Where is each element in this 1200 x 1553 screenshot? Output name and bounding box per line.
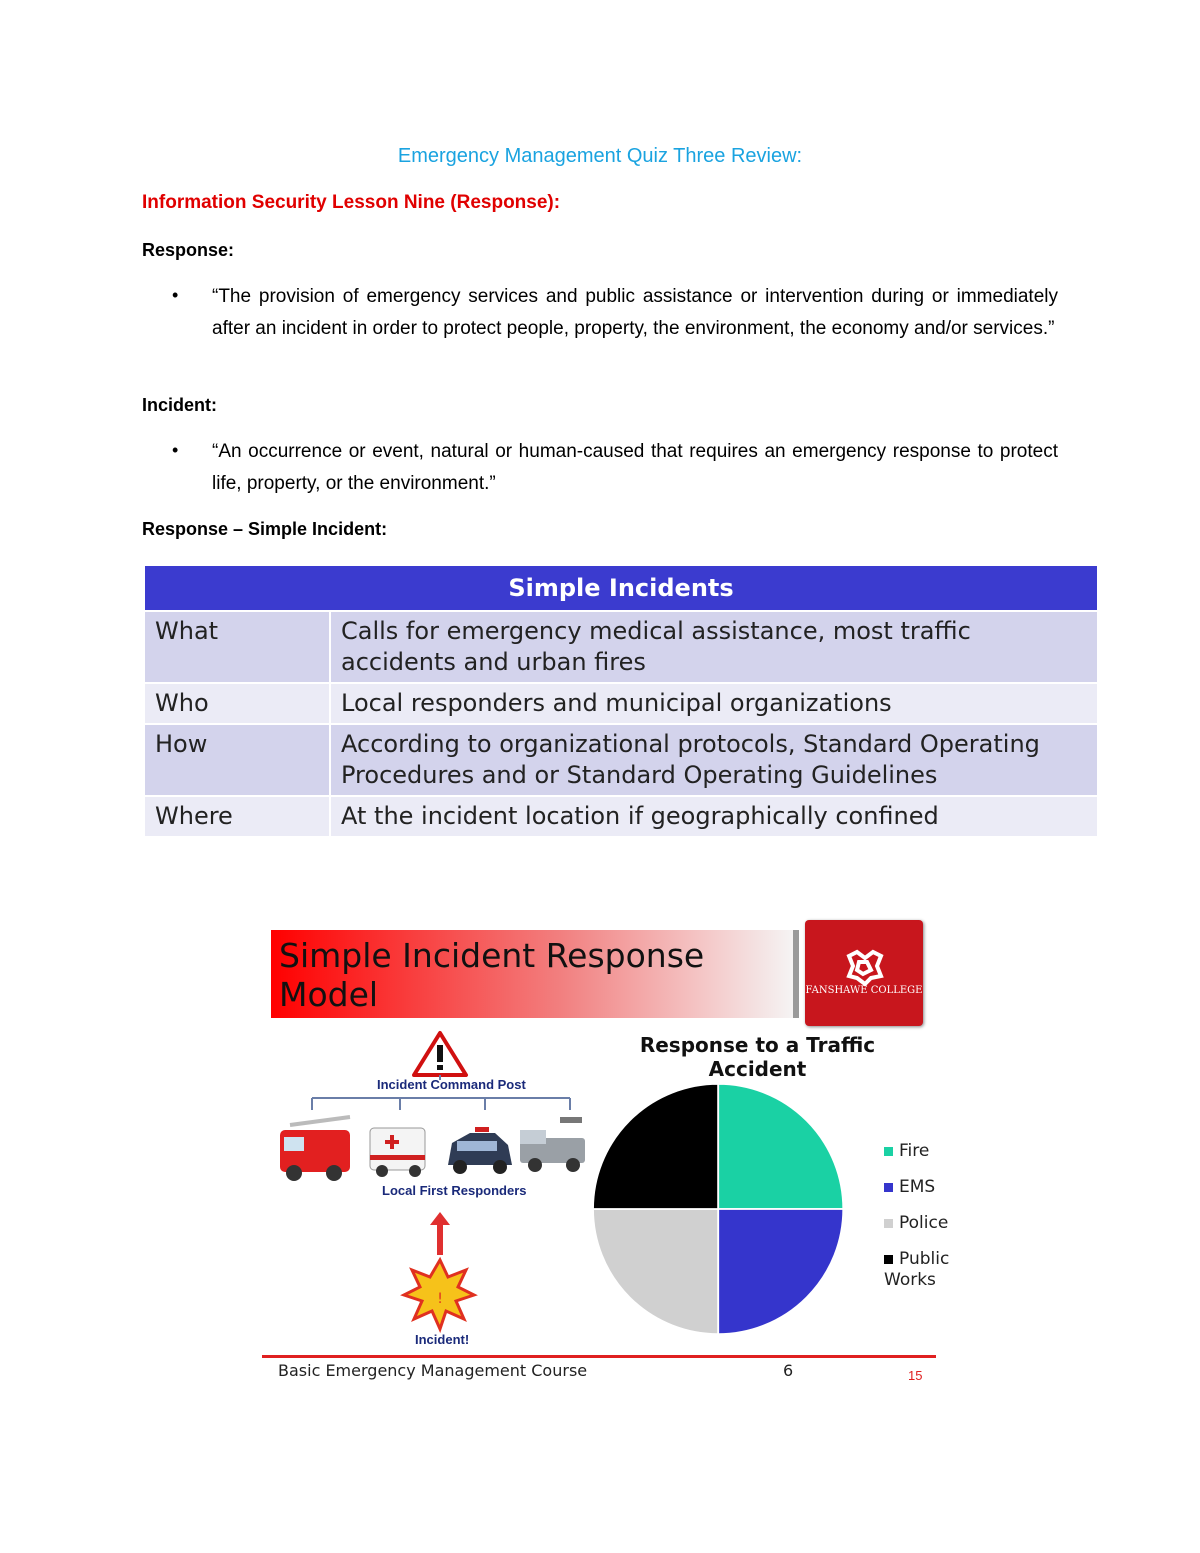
explosion-icon bbox=[404, 1260, 474, 1329]
footer-rule bbox=[262, 1355, 936, 1358]
legend-label: Public Works bbox=[884, 1249, 950, 1290]
table-row bbox=[144, 796, 1098, 837]
table-row bbox=[144, 611, 1098, 683]
response-definition: “The provision of emergency services and public assistance or intervention during or immediately after an incident in order to protect people, property, the environment, the economy and/or services.” bbox=[212, 286, 1058, 339]
row-value: According to organizational protocols, Standard Operating Procedures and or Standard Operating Guidelines bbox=[330, 724, 1098, 796]
legend-label: EMS bbox=[899, 1177, 936, 1197]
table-header: Simple Incidents bbox=[144, 565, 1098, 611]
fire-truck-icon bbox=[280, 1117, 350, 1181]
legend-swatch bbox=[884, 1255, 893, 1264]
college-logo bbox=[805, 920, 923, 1026]
logo-emblem-icon bbox=[805, 920, 923, 1026]
legend-item-ems bbox=[884, 1177, 935, 1198]
page-number: 15 bbox=[908, 1368, 923, 1383]
pie-slice-ems bbox=[718, 1209, 843, 1334]
legend-label: Police bbox=[899, 1213, 949, 1233]
legend-swatch bbox=[884, 1147, 893, 1156]
row-key: How bbox=[144, 724, 330, 796]
legend-item-police bbox=[884, 1213, 948, 1234]
ambulance-icon bbox=[370, 1128, 425, 1177]
incident-definition: “An occurrence or event, natural or human-caused that requires an emergency response to protect life, property, or the environment.” bbox=[212, 441, 1058, 494]
slide-title: Simple Incident Response Model bbox=[279, 936, 705, 1014]
svg-text:!: ! bbox=[437, 1291, 443, 1307]
logo-text: FANSHAWE COLLEGE bbox=[805, 985, 923, 996]
slide-footer-text: Basic Emergency Management Course bbox=[278, 1361, 588, 1380]
warning-icon bbox=[414, 1033, 466, 1075]
legend-swatch bbox=[884, 1219, 893, 1228]
bullet-marker: • bbox=[172, 440, 179, 460]
pie-slice-public-works bbox=[593, 1084, 718, 1209]
police-car-icon bbox=[448, 1127, 512, 1174]
arrow-up-icon bbox=[430, 1212, 450, 1255]
slide-number: 6 bbox=[783, 1361, 794, 1380]
legend-label: Fire bbox=[899, 1141, 930, 1161]
row-key: Where bbox=[144, 796, 330, 837]
row-value: At the incident location if geographically confined bbox=[330, 796, 1098, 837]
bullet-marker: • bbox=[172, 285, 179, 305]
lesson-heading: Information Security Lesson Nine (Response): bbox=[142, 192, 561, 213]
row-key: Who bbox=[144, 683, 330, 724]
title-separator bbox=[793, 930, 799, 1018]
incident-explosion-label: Incident! bbox=[415, 1332, 470, 1347]
pie-slice-police bbox=[593, 1209, 718, 1334]
chart-title: Response to a Traffic Accident bbox=[639, 1033, 876, 1081]
row-value: Calls for emergency medical assistance, most traffic accidents and urban fires bbox=[330, 611, 1098, 683]
response-label: Response: bbox=[142, 240, 235, 260]
pie-chart bbox=[580, 1082, 860, 1336]
legend-item-fire bbox=[884, 1141, 929, 1162]
incident-label: Incident: bbox=[142, 395, 217, 415]
table-row bbox=[144, 724, 1098, 796]
first-responders-label: Local First Responders bbox=[382, 1183, 527, 1198]
simple-incidents-table bbox=[143, 564, 1099, 838]
legend-item-public-works bbox=[884, 1249, 964, 1291]
utility-truck-icon bbox=[520, 1117, 585, 1172]
document-title: Emergency Management Quiz Three Review: bbox=[397, 145, 803, 167]
row-value: Local responders and municipal organizations bbox=[330, 683, 1098, 724]
row-key: What bbox=[144, 611, 330, 683]
simple-incident-label: Response – Simple Incident: bbox=[142, 519, 388, 539]
legend-swatch bbox=[884, 1183, 893, 1192]
table-row bbox=[144, 683, 1098, 724]
command-post-label: Incident Command Post bbox=[377, 1077, 526, 1092]
pie-slice-fire bbox=[718, 1084, 843, 1209]
